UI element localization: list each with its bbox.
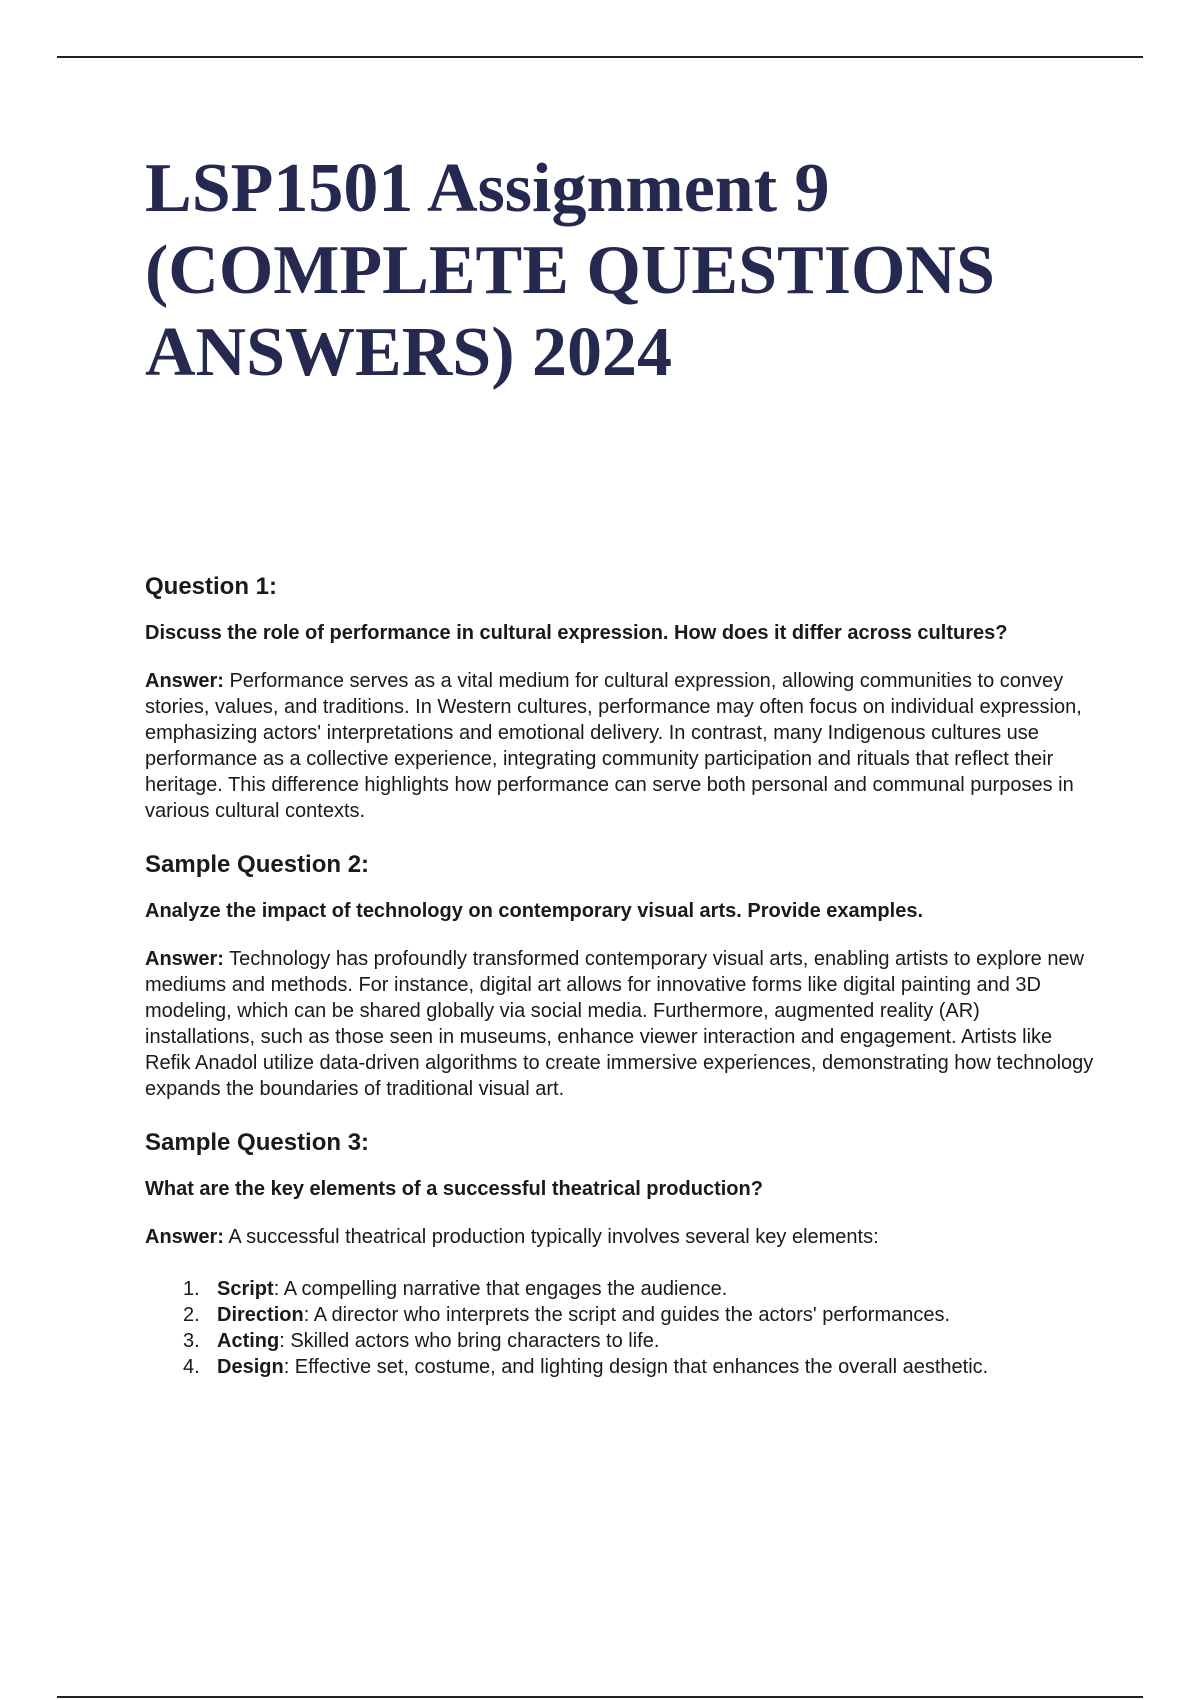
question-text: What are the key elements of a successful theatrical production?: [145, 1178, 763, 1200]
answer-paragraph: [145, 668, 1095, 824]
top-rule: [57, 56, 1143, 58]
question-heading: Sample Question 2:: [145, 851, 370, 878]
answer-label: Answer:: [145, 948, 224, 970]
list-item-number: 4.: [183, 1356, 200, 1378]
list-item-term: Script: [217, 1278, 274, 1300]
document-title: LSP1501 Assignment 9 (COMPLETE QUESTIONS ANSWERS) 2024: [145, 150, 995, 391]
list-item-description: : A compelling narrative that engages the audience.: [273, 1278, 728, 1300]
question-section-1: [145, 572, 1095, 824]
list-item-description: : Effective set, costume, and lighting design that enhances the overall aesthetic.: [283, 1356, 989, 1378]
answer-text: Technology has profoundly transformed contemporary visual arts, enabling artists to explore new mediums and methods. For instance, digital art allows for innovative forms like digital painting and 3D modeling, which can be shared globally via social media. Furthermore, augmented reality (AR) installations, such as those seen in museums, enhance viewer interaction and engagement. Artists like Refik Anadol utilize data-driven algorithms to create immersive experiences, demonstrating how technology expands the boundaries of traditional visual art.: [145, 948, 1094, 1100]
answer-text: Performance serves as a vital medium for cultural expression, allowing communities to convey stories, values, and traditions. In Western cultures, performance may often focus on individual expression, emphasizing actors' interpretations and emotional delivery. In contrast, many Indigenous cultures use performance as a collective experience, integrating community participation and rituals that reflect their heritage. This difference highlights how performance can serve both personal and communal purposes in various cultural contexts.: [145, 670, 1082, 822]
list-item-number: 1.: [183, 1278, 200, 1300]
question-heading: Question 1:: [145, 573, 278, 600]
list-item-description: : A director who interprets the script and guides the actors' performances.: [303, 1304, 951, 1326]
question-text: Analyze the impact of technology on contemporary visual arts. Provide examples.: [145, 900, 923, 922]
question-text: Discuss the role of performance in cultural expression. How does it differ across cultures?: [145, 622, 1008, 644]
answer-paragraph: [145, 1224, 1095, 1250]
list-item-term: Design: [217, 1356, 284, 1378]
answer-label: Answer:: [145, 670, 224, 692]
answer-paragraph: [145, 946, 1095, 1102]
bottom-rule: [57, 1696, 1143, 1698]
question-section-3: [145, 1128, 1095, 1380]
question-sections: [145, 572, 1095, 1380]
key-elements-list: [145, 1276, 1095, 1380]
list-item-description: : Skilled actors who bring characters to life.: [279, 1330, 660, 1352]
list-item: [145, 1276, 1095, 1302]
answer-label: Answer:: [145, 1226, 224, 1248]
list-item: [145, 1302, 1095, 1328]
question-section-2: [145, 850, 1095, 1102]
list-item-term: Direction: [217, 1304, 304, 1326]
list-item: [145, 1328, 1095, 1354]
list-item-number: 3.: [183, 1330, 200, 1352]
answer-text: A successful theatrical production typically involves several key elements:: [228, 1226, 879, 1248]
list-item-number: 2.: [183, 1304, 200, 1326]
list-item: [145, 1354, 1095, 1380]
list-item-term: Acting: [217, 1330, 280, 1352]
question-heading: Sample Question 3:: [145, 1129, 370, 1156]
